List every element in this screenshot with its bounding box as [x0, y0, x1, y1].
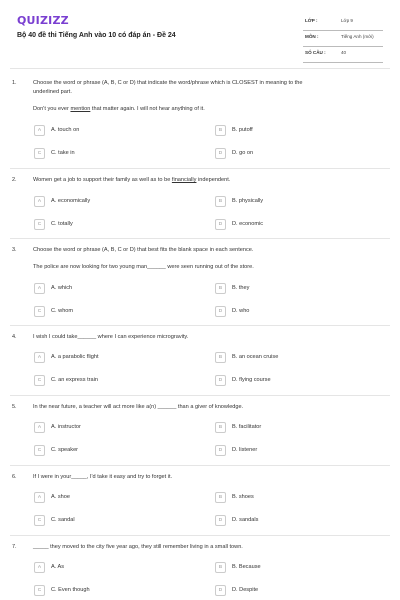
option-letter-box: A	[34, 196, 45, 207]
question-sentence: _____ they moved to the city five year ago, they still remember living in a small town.	[33, 544, 243, 550]
option-text: B. physically	[232, 197, 264, 204]
question-prompt	[33, 79, 373, 96]
option-text: A. touch on	[51, 126, 80, 133]
question-sentence	[33, 176, 373, 185]
question-sentence: In the near future, a teacher will act more like a(n) ______ than a giver of knowledge.	[33, 404, 244, 410]
option-b[interactable]	[215, 492, 375, 503]
question-divider	[10, 465, 390, 466]
option-a[interactable]	[34, 422, 194, 433]
option-letter-box: D	[215, 148, 226, 159]
option-b[interactable]	[215, 125, 375, 136]
option-c[interactable]	[34, 585, 194, 596]
question-number: 6.	[12, 474, 17, 480]
option-text: C. whom	[51, 307, 74, 314]
option-a[interactable]	[34, 283, 194, 294]
option-c[interactable]	[34, 148, 194, 159]
option-text: C. speaker	[51, 446, 79, 453]
sentence-text: that matter again. I will not hear anything of it.	[90, 106, 205, 112]
question-divider	[10, 395, 390, 396]
option-b[interactable]	[215, 422, 375, 433]
option-letter-box: B	[215, 125, 226, 136]
option-d[interactable]	[215, 148, 375, 159]
question-number: 4.	[12, 334, 17, 340]
option-text: B. an ocean cruise	[232, 353, 279, 360]
option-d[interactable]	[215, 306, 375, 317]
question-number: 5.	[12, 404, 17, 410]
prompt-line: Choose the word or phrase (A, B, C or D) that indicate the word/phrase which is CLOSEST in meaning to the	[33, 80, 303, 86]
option-letter-box: B	[215, 492, 226, 503]
option-text: A. which	[51, 284, 73, 291]
option-text: A. a parabolic flight	[51, 353, 99, 360]
question-sentence: The police are now looking for two young man______ were seen running out of the store.	[33, 264, 254, 270]
option-letter-box: A	[34, 562, 45, 573]
option-letter-box: D	[215, 445, 226, 456]
meta-value: 40	[341, 50, 347, 55]
option-letter-box: B	[215, 562, 226, 573]
option-a[interactable]	[34, 352, 194, 363]
meta-label: MÔN :	[305, 34, 319, 39]
option-a[interactable]	[34, 562, 194, 573]
option-d[interactable]	[215, 515, 375, 526]
option-text: D. who	[232, 307, 250, 314]
option-a[interactable]	[34, 492, 194, 503]
option-c[interactable]	[34, 375, 194, 386]
option-d[interactable]	[215, 219, 375, 230]
option-letter-box: A	[34, 422, 45, 433]
option-text: D. flying course	[232, 376, 271, 383]
option-letter-box: C	[34, 219, 45, 230]
meta-row-count	[303, 47, 383, 63]
option-letter-box: D	[215, 219, 226, 230]
option-letter-box: D	[215, 585, 226, 596]
question-divider	[10, 238, 390, 239]
meta-value: Lớp 9	[341, 18, 353, 23]
option-text: A. economically	[51, 197, 91, 204]
option-letter-box: B	[215, 422, 226, 433]
option-letter-box: C	[34, 148, 45, 159]
option-letter-box: B	[215, 196, 226, 207]
option-letter-box: C	[34, 445, 45, 456]
meta-row-class	[303, 15, 383, 31]
option-letter-box: D	[215, 515, 226, 526]
option-letter-box: D	[215, 306, 226, 317]
question-sentence	[33, 105, 373, 114]
question-sentence: I wish I could take______ where I can experience microgravity.	[33, 334, 189, 340]
option-letter-box: B	[215, 283, 226, 294]
option-letter-box: A	[34, 125, 45, 136]
question-sentence: If I were in your_____, I'd take it easy and try to forget it.	[33, 474, 173, 480]
question-number: 7.	[12, 544, 17, 550]
option-text: C. take in	[51, 149, 75, 156]
underlined-word: mention	[70, 106, 91, 112]
option-a[interactable]	[34, 125, 194, 136]
option-a[interactable]	[34, 196, 194, 207]
question-prompt: Choose the word or phrase (A, B, C or D) that best fits the blank space in each sentence.	[33, 247, 254, 253]
option-text: C. an express train	[51, 376, 98, 383]
sentence-text: Women get a job to support their family as well as to be	[33, 177, 172, 183]
prompt-line: underlined part.	[33, 88, 72, 95]
option-c[interactable]	[34, 306, 194, 317]
option-b[interactable]	[215, 283, 375, 294]
option-letter-box: A	[34, 283, 45, 294]
option-text: D. sandals	[232, 516, 259, 523]
option-text: D. go on	[232, 149, 254, 156]
option-text: A. shoe	[51, 493, 70, 500]
option-text: C. Even though	[51, 586, 90, 593]
option-letter-box: C	[34, 306, 45, 317]
option-letter-box: C	[34, 515, 45, 526]
option-text: A. instructor	[51, 423, 81, 430]
option-d[interactable]	[215, 445, 375, 456]
option-letter-box: A	[34, 352, 45, 363]
option-text: C. totally	[51, 220, 73, 227]
question-number: 3.	[12, 247, 17, 253]
quizizz-logo: QUIZIZZ	[17, 14, 69, 27]
option-text: B. facilitator	[232, 423, 262, 430]
header-divider	[10, 68, 390, 69]
question-divider	[10, 325, 390, 326]
option-text: D. Despite	[232, 586, 259, 593]
option-text: B. Because	[232, 563, 261, 570]
page-title: Bộ 40 đề thi Tiếng Anh vào 10 có đáp án - Đề 24	[17, 32, 176, 39]
meta-table	[303, 15, 383, 63]
option-text: B. putoff	[232, 126, 253, 133]
option-text: C. sandal	[51, 516, 75, 523]
meta-value: Tiếng Anh (mới)	[341, 34, 374, 39]
option-c[interactable]	[34, 515, 194, 526]
option-c[interactable]	[34, 219, 194, 230]
question-divider	[10, 535, 390, 536]
question-number: 1.	[12, 80, 17, 86]
option-letter-box: D	[215, 375, 226, 386]
option-text: B. shoes	[232, 493, 254, 500]
question-number: 2.	[12, 177, 17, 183]
option-d[interactable]	[215, 585, 375, 596]
option-text: A. As	[51, 563, 65, 570]
option-c[interactable]	[34, 445, 194, 456]
option-b[interactable]	[215, 352, 375, 363]
underlined-word: financially	[171, 177, 197, 183]
option-text: D. listener	[232, 446, 258, 453]
option-letter-box: C	[34, 375, 45, 386]
meta-row-subject	[303, 31, 383, 47]
option-text: D. economic	[232, 220, 264, 227]
option-b[interactable]	[215, 196, 375, 207]
sentence-text: Don't you ever	[33, 106, 71, 112]
option-letter-box: B	[215, 352, 226, 363]
meta-label: LỚP :	[305, 18, 318, 23]
option-letter-box: A	[34, 492, 45, 503]
question-divider	[10, 168, 390, 169]
option-d[interactable]	[215, 375, 375, 386]
option-b[interactable]	[215, 562, 375, 573]
sentence-text: independent.	[196, 177, 231, 183]
meta-label: SỐ CÂU :	[305, 50, 326, 55]
option-text: B. they	[232, 284, 250, 291]
option-letter-box: C	[34, 585, 45, 596]
